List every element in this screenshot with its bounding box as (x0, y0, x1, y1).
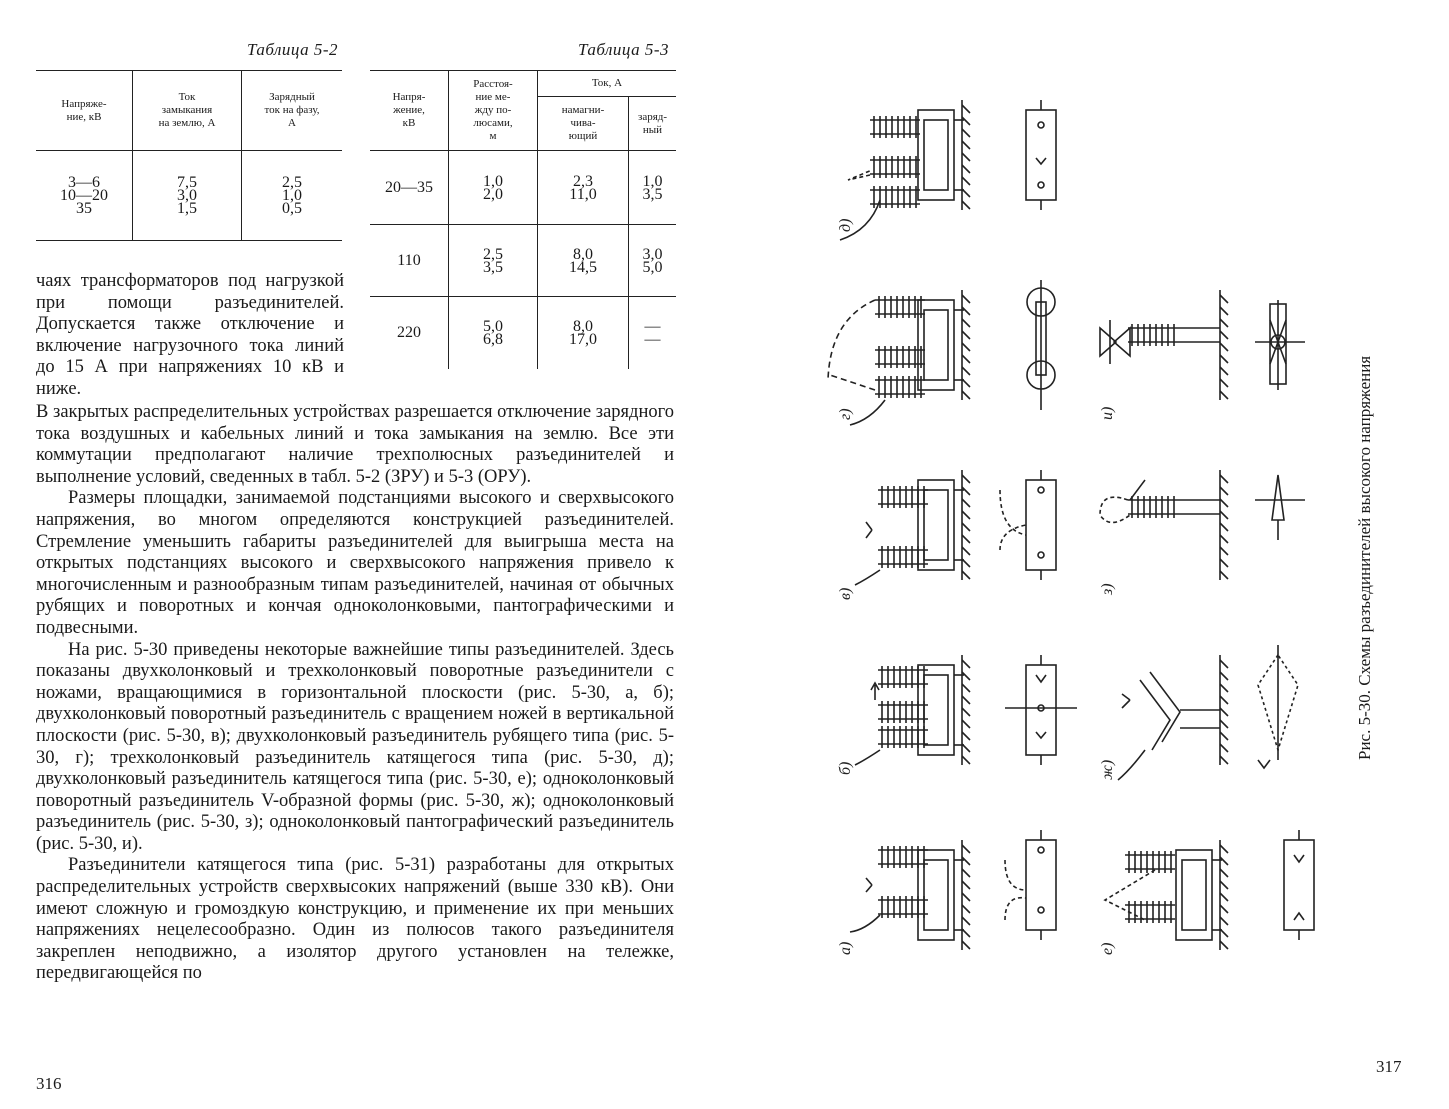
table-5-3-cell: 2,3 11,0 (538, 151, 629, 225)
table-5-3-header-current: Ток, А (538, 71, 677, 97)
page-number-right: 317 (1376, 1057, 1402, 1076)
table-5-3-cell: 3,0 5,0 (642, 245, 663, 276)
figure-e (1105, 830, 1314, 950)
table-5-2-header-ground-current: Ток замыкания на землю, А (133, 71, 242, 151)
table-5-3-caption: Таблица 5-3 (578, 40, 669, 59)
label-b: б) (837, 761, 854, 775)
table-5-3-cell: 8,0 14,5 (538, 225, 629, 297)
table-5-3-header-distance: Расстоя- ние ме- жду по- люсами, м (449, 71, 538, 151)
figure-i (1100, 290, 1305, 400)
table-5-3-cell: 1,0 3,5 (642, 172, 663, 203)
label-e: е) (1099, 942, 1116, 955)
label-d: д) (837, 218, 854, 232)
table-5-3-header-voltage: Напря- жение, кВ (370, 71, 449, 151)
table-5-3-cell: 1,0 2,0 (449, 151, 538, 225)
table-5-2 (36, 70, 342, 241)
figure-g (828, 280, 1055, 425)
paragraph: На рис. 5-30 приведены некоторые важнейшие типы разъединителей. Здесь показаны двухколонковый и трехколонковый поворотные разъединители с ножами, вращающимися в горизонтальной плоскости (рис. 5-30, а, б); двухколонковый поворотный разъединитель с вращением ножей в вертикальной плоскости (рис. 5-30, в); двухколонковый разъединитель рубящего типа (рис. 5-30, г); трехколонковый разъединитель катящегося типа (рис. 5-30, д); двухколонковый разъединитель катящегося типа (рис. 5-30, е); одноколонковый поворотный разъединитель V-образной формы (рис. 5-30, ж); одноколонковый разъединитель (рис. 5-30, з); одноколонковый пантографический разъединитель (рис. 5-30, и). (36, 639, 674, 854)
table-5-3-cell: 220 (370, 297, 449, 369)
page-number-left: 316 (36, 1074, 62, 1093)
table-5-2-cell: 2,5 1,0 0,5 (282, 174, 302, 217)
table-5-3 (370, 70, 676, 369)
table-5-3-cell: 20—35 (370, 151, 449, 225)
figure-caption: Рис. 5-30. Схемы разъединителей высокого напряжения (1355, 355, 1374, 760)
figure-z (1100, 470, 1305, 580)
narrow-paragraph: чаях трансформаторов под нагрузкой при помощи разъединителей. Допускается также отключение и включение нагрузочного тока линий до 15 А при напряжениях 10 кВ и ниже. (36, 271, 344, 399)
table-5-3-header-charging: заряд- ный (629, 97, 677, 151)
label-i: и) (1099, 406, 1116, 420)
table-5-3-cell: 2,5 3,5 (449, 225, 538, 297)
body-text (36, 402, 674, 985)
table-5-2-caption: Таблица 5-2 (247, 40, 338, 59)
label-g: г) (837, 408, 854, 420)
table-5-3-cell: 110 (370, 225, 449, 297)
label-zh: ж) (1099, 759, 1116, 780)
label-a: а) (837, 941, 854, 955)
table-5-2-cell: 7,5 3,0 1,5 (133, 151, 242, 241)
paragraph: Разъединители катящегося типа (рис. 5-31) разработаны для открытых распределительных устройств сверхвысоких напряжений (выше 330 кВ). Они имеют сложную и громоздкую конструкцию, и применение их при меньших напряжениях нецелесообразно. Один из полюсов такого разъединителя закреплен неподвижно, а изолятор другого установлен на тележке, передвигающейся по (36, 855, 674, 984)
label-v: в) (837, 587, 854, 600)
table-5-2-cell: 3—6 10—20 35 (36, 151, 133, 241)
table-5-2-header-charging-current: Зарядный ток на фазу, А (264, 91, 320, 129)
figure-v (855, 470, 1056, 585)
table-5-3-cell: — — (644, 317, 661, 348)
figure-a (850, 830, 1056, 950)
label-z: з) (1099, 583, 1116, 595)
table-5-3-header-magnetizing: намагни- чива- ющий (538, 97, 629, 151)
paragraph: В закрытых распределительных устройствах разрешается отключение зарядного тока воздушных и кабельных линий и тока замыкания на землю. Все эти коммутации предполагают наличие трехполюсных разъединителей и выполнение условий, сведенных в табл. 5-2 (ЗРУ) и 5-3 (ОРУ). (36, 402, 674, 487)
table-5-3-cell: 8,0 17,0 (538, 297, 629, 369)
table-5-3-cell: 5,0 6,8 (449, 297, 538, 369)
figure-b (855, 655, 1077, 765)
left-page (0, 0, 720, 1109)
figure-5-30 (800, 60, 1360, 1060)
figure-zh (1118, 645, 1298, 780)
table-5-2-header-voltage: Напряже- ние, кВ (36, 71, 133, 151)
figure-d (840, 100, 1056, 240)
paragraph: Размеры площадки, занимаемой подстанциями высокого и сверхвысокого напряжения, во многом определяются конструкцией разъединителей. Стремление уменьшить габариты разъединителей для выигрыша места на открытых подстанциях высокого и сверхвысокого напряжения привело к многочисленным и разнообразным типам разъединителей, начиная от обычных рубящих и поворотных и кончая одноколонковыми, пантографическими и подвесными. (36, 488, 674, 638)
